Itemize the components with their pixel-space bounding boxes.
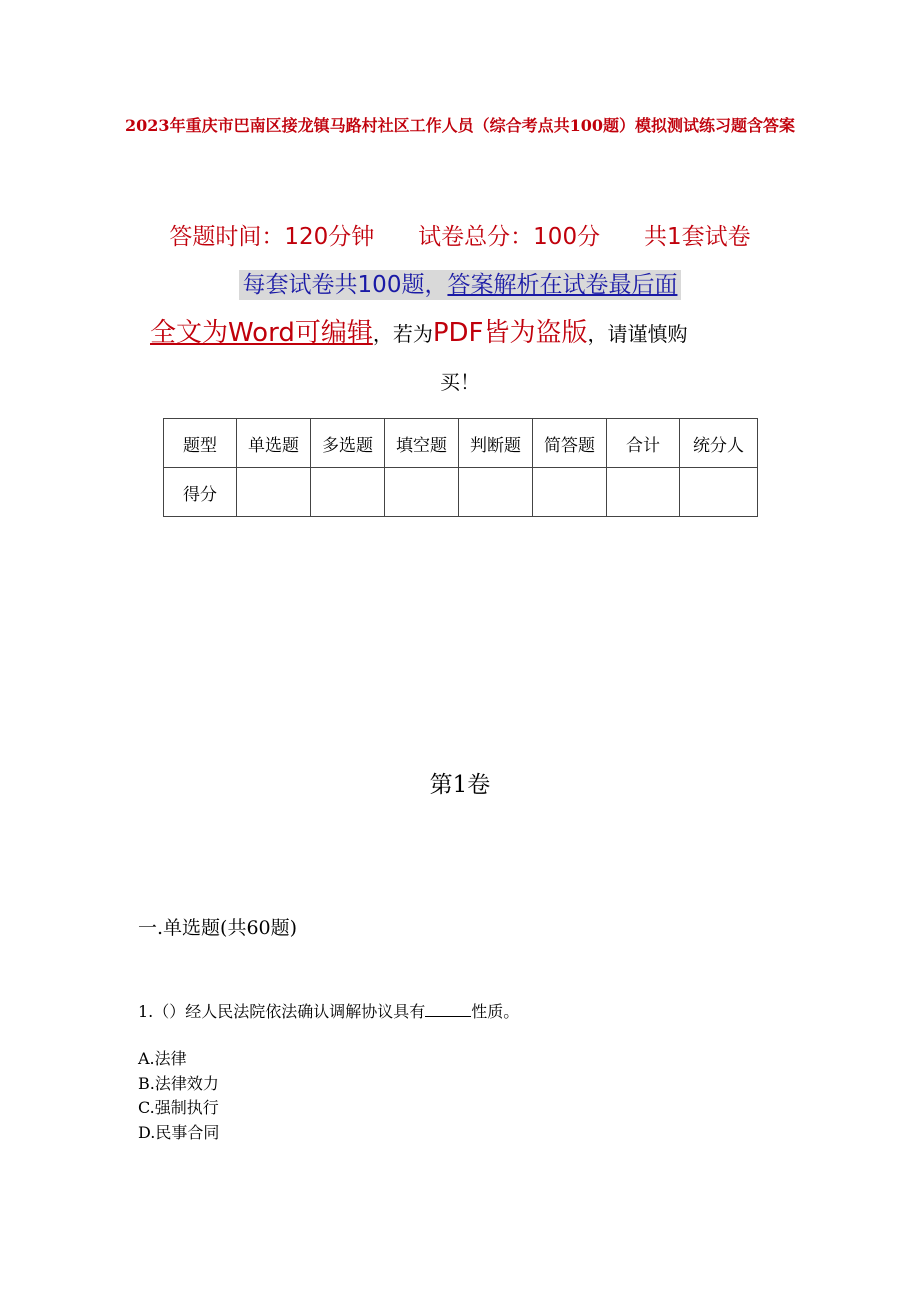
score-cell bbox=[311, 468, 385, 517]
section-title: 一.单选题(共60题) bbox=[138, 917, 298, 939]
score-row-label: 得分 bbox=[164, 468, 237, 517]
word-editable-note: 全文为Word可编辑 bbox=[150, 318, 373, 348]
document-title: 2023年重庆市巴南区接龙镇马路村社区工作人员（综合考点共100题）模拟测试练习题含答案 bbox=[125, 116, 795, 135]
question-number: 1. bbox=[138, 1002, 154, 1021]
table-header-cell: 多选题 bbox=[311, 419, 385, 468]
score-cell bbox=[459, 468, 533, 517]
answer-location-note: 答案解析在试卷最后面 bbox=[447, 272, 678, 298]
exam-sets: 共1套试卷 bbox=[643, 224, 751, 250]
table-header-cell: 统分人 bbox=[680, 419, 758, 468]
answer-blank bbox=[425, 1002, 471, 1017]
question-1 bbox=[138, 999, 519, 1022]
score-table-header-row bbox=[164, 419, 758, 468]
table-header-cell: 判断题 bbox=[459, 419, 533, 468]
table-header-cell: 单选题 bbox=[237, 419, 311, 468]
pdf-pirated-note: PDF皆为盗版 bbox=[432, 318, 588, 348]
exam-total-score: 试卷总分：100分 bbox=[418, 224, 601, 250]
option-c: C.强制执行 bbox=[138, 1098, 219, 1117]
score-cell bbox=[237, 468, 311, 517]
answer-note-line bbox=[0, 266, 920, 299]
question-options bbox=[138, 1047, 219, 1145]
table-header-cell: 简答题 bbox=[533, 419, 607, 468]
warn-caution: ，请谨慎购 bbox=[587, 322, 688, 346]
question-stem-after: 性质。 bbox=[471, 1002, 520, 1021]
option-d: D.民事合同 bbox=[138, 1122, 220, 1142]
volume-title: 第1卷 bbox=[429, 772, 491, 798]
score-table-score-row bbox=[164, 468, 758, 517]
question-stem-before: （）经人民法院依法确认调解协议具有 bbox=[153, 1002, 426, 1021]
per-set-count: 每套试卷共100题， bbox=[242, 272, 448, 298]
table-header-cell: 题型 bbox=[164, 419, 237, 468]
exam-time: 答题时间：120分钟 bbox=[169, 224, 375, 250]
answer-note-highlight bbox=[239, 270, 682, 300]
score-cell bbox=[680, 468, 758, 517]
score-cell bbox=[385, 468, 459, 517]
warn-connector: ，若为 bbox=[372, 322, 433, 346]
warn-tail: 买！ bbox=[440, 370, 480, 394]
option-a: A.法律 bbox=[138, 1049, 187, 1068]
piracy-warning bbox=[150, 310, 790, 405]
score-table bbox=[163, 418, 758, 517]
table-header-cell: 合计 bbox=[607, 419, 680, 468]
score-cell bbox=[533, 468, 607, 517]
table-header-cell: 填空题 bbox=[385, 419, 459, 468]
score-cell bbox=[607, 468, 680, 517]
option-b: B.法律效力 bbox=[138, 1073, 219, 1093]
exam-info-line bbox=[0, 218, 920, 251]
